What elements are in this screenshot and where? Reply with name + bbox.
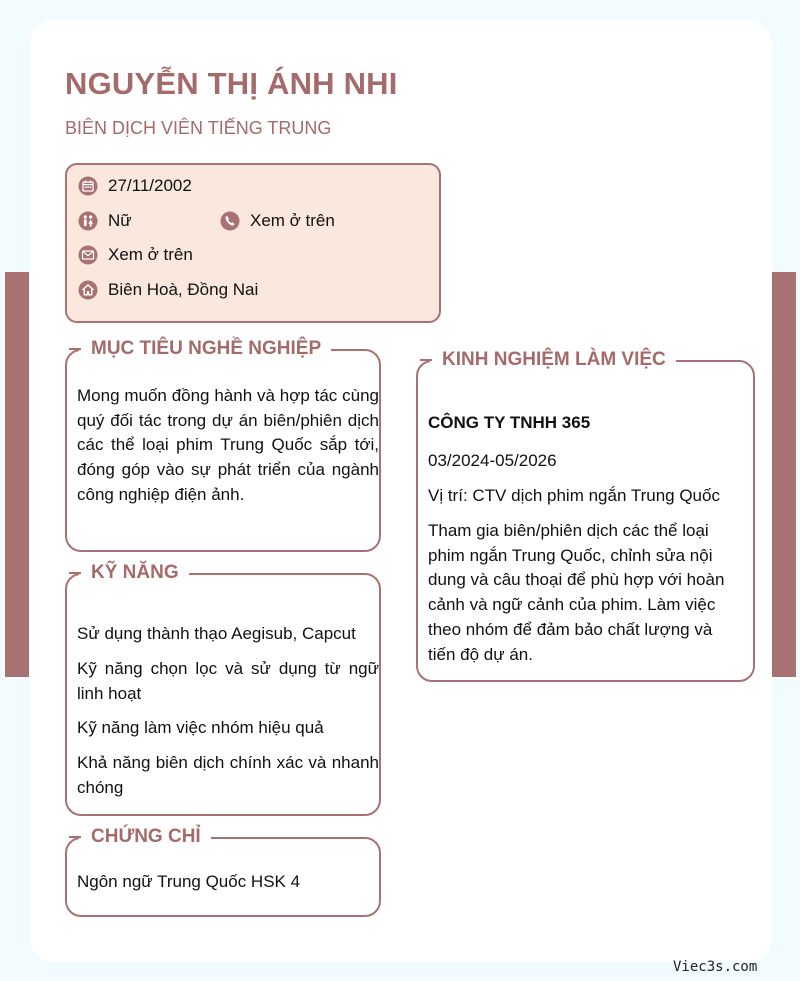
objective-text: Mong muốn đồng hành và hợp tác cùng quý đối tác trong dự án biên/phiên dịch các thể loại phim Trung Quốc sắp tới, đóng góp vào sự phát triển của ngành công nghiệp điện ảnh. [77,386,379,504]
email-value: Xem ở trên [108,245,193,264]
experience-company: CÔNG TY TNHH 365 [428,413,591,432]
phone-row [220,211,335,231]
skill-item: Khả năng biên dịch chính xác và nhanh chóng [77,753,379,797]
birthday-row [78,176,192,196]
experience-heading: KINH NGHIỆM LÀM VIỆC [430,348,676,372]
candidate-title: BIÊN DỊCH VIÊN TIẾNG TRUNG [65,118,332,138]
certificate-item: Ngôn ngữ Trung Quốc HSK 4 [77,872,301,891]
certificates-heading: CHỨNG CHỈ [79,825,211,849]
skills-heading: KỸ NĂNG [79,561,189,585]
objective-heading: MỤC TIÊU NGHỀ NGHIỆP [79,337,331,361]
address-row [78,280,258,300]
email-row [78,245,193,265]
contact-info-box [65,163,441,323]
gender-row [78,211,132,231]
experience-period: 03/2024-05/2026 [428,451,557,470]
phone-value: Xem ở trên [250,211,335,230]
email-icon [78,245,98,265]
home-icon [78,280,98,300]
skill-item: Kỹ năng chọn lọc và sử dụng từ ngữ linh hoạt [77,659,379,703]
address-value: Biên Hoà, Đồng Nai [108,280,259,299]
skill-item: Sử dụng thành thạo Aegisub, Capcut [77,624,356,643]
right-accent-band [772,272,796,677]
objective-section [65,338,381,552]
skill-item: Kỹ năng làm việc nhóm hiệu quả [77,718,324,737]
calendar-icon [78,176,98,196]
left-accent-band [5,272,29,677]
experience-description: Tham gia biên/phiên dịch các thể loại phim ngắn Trung Quốc, chỉnh sửa nội dung và câu thoại để phù hợp với hoàn cảnh và ngữ cảnh của phim. Làm việc theo nhóm để đảm bảo chất lượng và tiến độ dự án. [428,521,725,664]
gender-icon [78,211,98,231]
phone-icon [220,211,240,231]
certificates-section [65,826,381,917]
skills-section [65,562,381,816]
gender-value: Nữ [108,211,132,230]
watermark: Viec3s.com [673,959,758,975]
birthday-value: 27/11/2002 [108,176,192,195]
candidate-name: NGUYỄN THỊ ÁNH NHI [65,66,398,101]
experience-position: Vị trí: CTV dịch phim ngắn Trung Quốc [428,486,720,505]
experience-section [416,349,755,682]
